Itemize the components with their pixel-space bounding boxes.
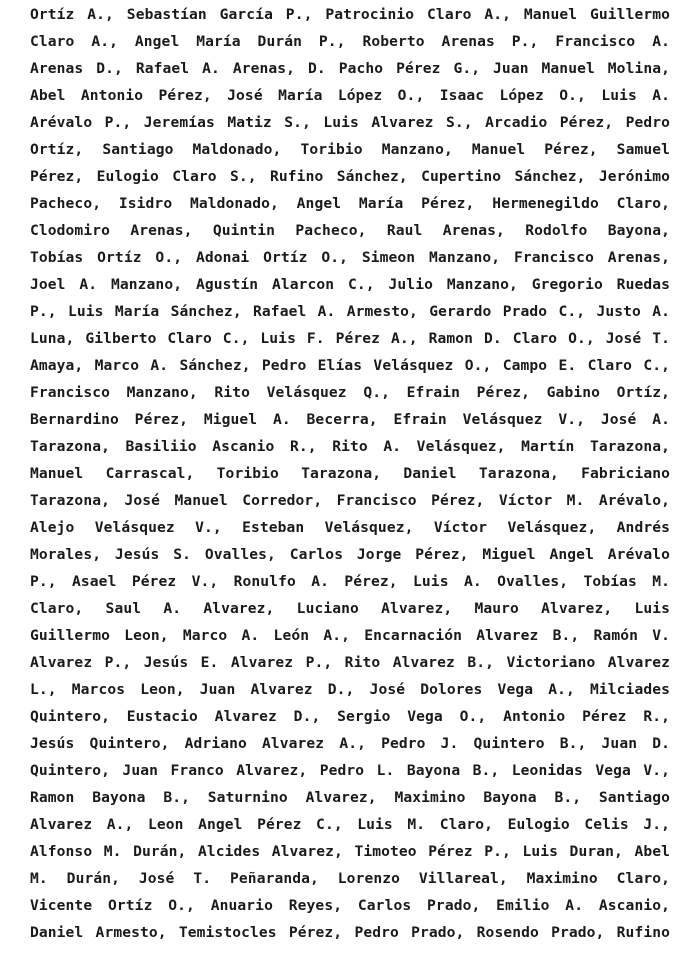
- text-line: Arévalo P., Jeremías Matiz S., Luis Alvarez S., Arcadio Pérez, Pedro: [30, 114, 670, 131]
- text-line: Joel A. Manzano, Agustín Alarcon C., Julio Manzano, Gregorio Ruedas: [30, 276, 670, 293]
- text-line: Ortíz, Santiago Maldonado, Toribio Manzano, Manuel Pérez, Samuel: [30, 141, 670, 158]
- text-line: Morales, Jesús S. Ovalles, Carlos Jorge Pérez, Miguel Angel Arévalo: [30, 546, 670, 563]
- text-line: Claro A., Angel María Durán P., Roberto Arenas P., Francisco A.: [30, 33, 670, 50]
- text-line: Ortíz A., Sebastían García P., Patrocinio Claro A., Manuel Guillermo: [30, 6, 670, 23]
- text-line: Clodomiro Arenas, Quintin Pacheco, Raul Arenas, Rodolfo Bayona,: [30, 222, 670, 239]
- text-line: Tobías Ortíz O., Adonai Ortíz O., Simeon Manzano, Francisco Arenas,: [30, 249, 670, 266]
- text-line: Jesús Quintero, Adriano Alvarez A., Pedro J. Quintero B., Juan D.: [30, 735, 670, 752]
- text-line: Amaya, Marco A. Sánchez, Pedro Elías Velásquez O., Campo E. Claro C.,: [30, 357, 670, 374]
- text-line: Vicente Ortíz O., Anuario Reyes, Carlos Prado, Emilio A. Ascanio,: [30, 897, 670, 914]
- text-line: Arenas D., Rafael A. Arenas, D. Pacho Pérez G., Juan Manuel Molina,: [30, 60, 670, 77]
- text-line: Abel Antonio Pérez, José María López O., Isaac López O., Luis A.: [30, 87, 670, 104]
- text-line: Claro, Saul A. Alvarez, Luciano Alvarez, Mauro Alvarez, Luis: [30, 600, 670, 617]
- text-line: P., Asael Pérez V., Ronulfo A. Pérez, Luis A. Ovalles, Tobías M.: [30, 573, 670, 590]
- text-line: Alfonso M. Durán, Alcides Alvarez, Timoteo Pérez P., Luis Duran, Abel: [30, 843, 670, 860]
- text-line: P., Luis María Sánchez, Rafael A. Armesto, Gerardo Prado C., Justo A.: [30, 303, 670, 320]
- text-line: Guillermo Leon, Marco A. León A., Encarnación Alvarez B., Ramón V.: [30, 627, 670, 644]
- text-line: Ramon Bayona B., Saturnino Alvarez, Maximino Bayona B., Santiago: [30, 789, 670, 806]
- text-line: L., Marcos Leon, Juan Alvarez D., José Dolores Vega A., Milciades: [30, 681, 670, 698]
- text-line: Quintero, Juan Franco Alvarez, Pedro L. Bayona B., Leonidas Vega V.,: [30, 762, 670, 779]
- text-line: Pacheco, Isidro Maldonado, Angel María Pérez, Hermenegildo Claro,: [30, 195, 670, 212]
- text-line: Alvarez A., Leon Angel Pérez C., Luis M. Claro, Eulogio Celis J.,: [30, 816, 670, 833]
- text-line: Daniel Armesto, Temistocles Pérez, Pedro Prado, Rosendo Prado, Rufino: [30, 924, 670, 941]
- text-line: Francisco Manzano, Rito Velásquez Q., Efrain Pérez, Gabino Ortíz,: [30, 384, 670, 401]
- text-line: Tarazona, José Manuel Corredor, Francisco Pérez, Víctor M. Arévalo,: [30, 492, 670, 509]
- text-line: M. Durán, José T. Peñaranda, Lorenzo Villareal, Maximino Claro,: [30, 870, 670, 887]
- text-line: Manuel Carrascal, Toribio Tarazona, Daniel Tarazona, Fabriciano: [30, 465, 670, 482]
- text-line: Bernardino Pérez, Miguel A. Becerra, Efrain Velásquez V., José A.: [30, 411, 670, 428]
- text-line: Luna, Gilberto Claro C., Luis F. Pérez A., Ramon D. Claro O., José T.: [30, 330, 670, 347]
- text-line: Alejo Velásquez V., Esteban Velásquez, Víctor Velásquez, Andrés: [30, 519, 670, 536]
- text-line: Quintero, Eustacio Alvarez D., Sergio Vega O., Antonio Pérez R.,: [30, 708, 670, 725]
- text-line: Alvarez P., Jesús E. Alvarez P., Rito Alvarez B., Victoriano Alvarez: [30, 654, 670, 671]
- text-line: Pérez, Eulogio Claro S., Rufino Sánchez, Cupertino Sánchez, Jerónimo: [30, 168, 670, 185]
- text-line: Tarazona, Basiliio Ascanio R., Rito A. Velásquez, Martín Tarazona,: [30, 438, 670, 455]
